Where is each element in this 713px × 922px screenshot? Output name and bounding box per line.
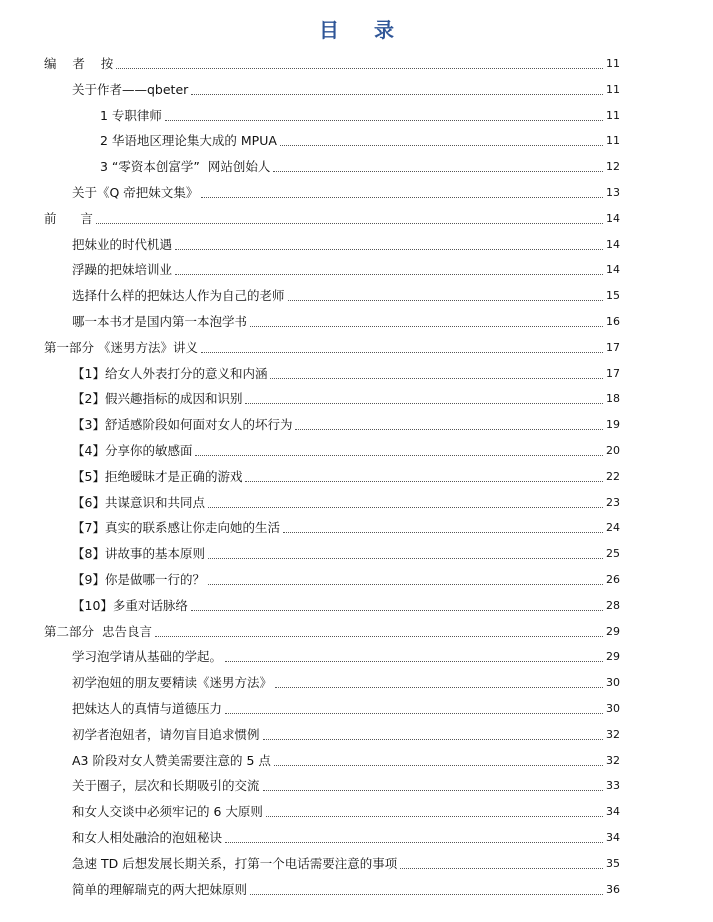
toc-entry[interactable] xyxy=(0,620,713,640)
toc-leader-dots xyxy=(245,480,603,482)
toc-page-number: 12 xyxy=(606,160,620,174)
toc-page-number: 34 xyxy=(606,831,620,844)
toc-entry-title: 第一部分 《迷男方法》讲义 xyxy=(44,339,198,355)
toc-leader-dots xyxy=(165,119,603,121)
toc-entry-title: 【9】你是做哪一行的？ xyxy=(72,572,205,587)
toc-entry-title: 关于圈子，层次和长期吸引的交流 xyxy=(72,778,260,794)
toc-entry-title: 学习泡学请从基础的学起。 xyxy=(72,649,223,665)
toc-entry[interactable] xyxy=(0,181,713,201)
toc-entry-title: 2 华语地区理论集大成的 MPUA xyxy=(100,133,277,149)
toc-leader-dots xyxy=(280,144,603,146)
toc-entry[interactable] xyxy=(0,852,713,872)
toc-leader-dots xyxy=(263,738,603,740)
toc-page-number: 26 xyxy=(606,573,620,586)
toc-entry-title: 1 专职律师 xyxy=(100,107,162,123)
toc-entry-title: 前 言 xyxy=(44,210,93,226)
toc-entry-title: 【6】共谋意识和共同点 xyxy=(72,494,205,510)
toc-page-number: 13 xyxy=(606,186,620,199)
toc-page-number: 23 xyxy=(606,495,620,509)
toc-entry[interactable] xyxy=(0,671,713,691)
toc-leader-dots xyxy=(288,299,603,301)
toc-entry[interactable] xyxy=(0,878,713,898)
toc-page-number: 35 xyxy=(606,856,620,870)
toc-page-number: 15 xyxy=(606,289,620,303)
toc-leader-dots xyxy=(175,248,603,250)
toc-entry-title: 关于作者——qbeter xyxy=(72,81,189,97)
toc-page-number: 32 xyxy=(606,727,620,741)
toc-leader-dots xyxy=(116,67,603,69)
toc-leader-dots xyxy=(270,377,603,379)
toc-page-number: 29 xyxy=(606,624,620,638)
toc-entry[interactable] xyxy=(0,542,713,562)
toc-entry-title: 【3】舒适感阶段如何面对女人的坏行为 xyxy=(72,417,293,433)
toc-page-number: 11 xyxy=(606,134,620,148)
toc-page-number: 14 xyxy=(606,237,620,251)
toc-page-number: 16 xyxy=(606,315,620,328)
toc-page-number: 34 xyxy=(606,805,620,819)
toc-entry-title: A3 阶段对女人赞美需要注意的 5 点 xyxy=(72,752,271,768)
toc-entry[interactable] xyxy=(0,362,713,382)
toc-entry[interactable] xyxy=(0,78,713,98)
toc-leader-dots xyxy=(191,609,603,611)
toc-page-number: 29 xyxy=(606,650,620,664)
toc-leader-dots xyxy=(201,196,603,198)
toc-page-number: 36 xyxy=(606,882,620,896)
toc-leader-dots xyxy=(201,351,603,353)
toc-page-number: 24 xyxy=(606,521,620,535)
toc-entry[interactable] xyxy=(0,723,713,743)
toc-page-number: 30 xyxy=(606,702,620,715)
toc-entry-title: 【7】真实的联系感让你走向她的生活 xyxy=(72,520,280,536)
toc-entry-title: 初学者泡妞者，请勿盲目追求惯例 xyxy=(72,726,260,742)
toc-entry-title: 哪一本书才是国内第一本泡学书 xyxy=(72,314,248,329)
toc-entry[interactable] xyxy=(0,207,713,227)
toc-page-number: 20 xyxy=(606,444,620,457)
toc-entry-title: 和女人相处融洽的泡妞秘诀 xyxy=(72,830,223,845)
toc-entry-title: 和女人交谈中必须牢记的 6 大原则 xyxy=(72,804,263,820)
toc-page-number: 18 xyxy=(606,392,620,406)
toc-entry-title: 【1】给女人外表打分的意义和内涵 xyxy=(72,365,268,381)
toc-leader-dots xyxy=(155,635,603,637)
toc-entry-title: 【4】分享你的敏感面 xyxy=(72,443,193,458)
toc-entry[interactable] xyxy=(0,826,713,846)
toc-leader-dots xyxy=(225,660,603,662)
toc-entry[interactable] xyxy=(0,800,713,820)
toc-entry[interactable] xyxy=(0,310,713,330)
toc-entry-title: 【8】讲故事的基本原则 xyxy=(72,546,205,562)
toc-entry-title: 急速 TD 后想发展长期关系，打第一个电话需要注意的事项 xyxy=(72,855,398,871)
toc-leader-dots xyxy=(225,712,603,714)
toc-entry[interactable] xyxy=(0,749,713,769)
toc-leader-dots xyxy=(208,583,603,585)
toc-entry[interactable] xyxy=(0,387,713,407)
toc-entry-title: 简单的理解瑞克的两大把妹原则 xyxy=(72,881,248,897)
toc-entry[interactable] xyxy=(0,413,713,433)
toc-leader-dots xyxy=(295,428,603,430)
toc-entry-title: 第二部分 忠告良言 xyxy=(44,623,152,639)
toc-page-number: 19 xyxy=(606,418,620,432)
toc-entry-title: 编 者 按 xyxy=(44,56,114,71)
toc-page-number: 11 xyxy=(606,108,620,122)
toc-leader-dots xyxy=(263,789,603,791)
toc-leader-dots xyxy=(266,815,603,817)
toc-entry-title: 浮躁的把妹培训业 xyxy=(72,262,173,278)
toc-entry[interactable] xyxy=(0,129,713,149)
toc-entry-title: 关于《Q 帝把妹文集》 xyxy=(72,185,199,200)
toc-entry-title: 把妹业的时代机遇 xyxy=(72,236,173,252)
toc-entry[interactable] xyxy=(0,491,713,511)
toc-leader-dots xyxy=(195,454,603,456)
toc-page-number: 22 xyxy=(606,469,620,483)
toc-leader-dots xyxy=(250,325,603,327)
toc-entry-title: 把妹达人的真情与道德压力 xyxy=(72,701,223,716)
toc-leader-dots xyxy=(400,867,603,869)
toc-leader-dots xyxy=(208,506,603,508)
toc-page-number: 33 xyxy=(606,779,620,793)
toc-entry[interactable] xyxy=(0,104,713,124)
toc-leader-dots xyxy=(191,93,603,95)
toc-page-number: 11 xyxy=(606,82,620,96)
toc-leader-dots xyxy=(250,893,603,895)
toc-entry[interactable] xyxy=(0,645,713,665)
toc-leader-dots xyxy=(274,764,603,766)
toc-entry-title: 【2】假兴趣指标的成因和识别 xyxy=(72,391,243,407)
toc-page-number: 28 xyxy=(606,598,620,612)
toc-entry[interactable] xyxy=(0,336,713,356)
toc-page-number: 17 xyxy=(606,366,620,380)
toc-entry-title: 【10】多重对话脉络 xyxy=(72,597,188,613)
toc-entry[interactable] xyxy=(0,516,713,536)
toc-page-number: 30 xyxy=(606,676,620,690)
toc-entry[interactable] xyxy=(0,568,713,588)
toc-page-number: 11 xyxy=(606,57,620,70)
toc-page-number: 14 xyxy=(606,263,620,277)
toc-entry-title: 3 “零资本创富学” 网站创始人 xyxy=(100,159,271,175)
toc-leader-dots xyxy=(275,686,603,688)
toc-entry[interactable] xyxy=(0,774,713,794)
toc-entry[interactable] xyxy=(0,155,713,175)
toc-entry[interactable] xyxy=(0,284,713,304)
toc-entry[interactable] xyxy=(0,594,713,614)
toc-page-number: 14 xyxy=(606,211,620,225)
toc-entry-title: 【5】拒绝暧昧才是正确的游戏 xyxy=(72,468,243,484)
toc-entry-title: 选择什么样的把妹达人作为自己的老师 xyxy=(72,288,285,304)
toc-entry[interactable] xyxy=(0,465,713,485)
page-title: 目 录 xyxy=(319,18,408,42)
toc-leader-dots xyxy=(96,222,603,224)
toc-page-number: 17 xyxy=(606,340,620,354)
toc-entry[interactable] xyxy=(0,233,713,253)
toc-leader-dots xyxy=(175,273,603,275)
toc-page-number: 32 xyxy=(606,753,620,767)
toc-leader-dots xyxy=(283,531,603,533)
toc-page-number: 25 xyxy=(606,547,620,561)
toc-leader-dots xyxy=(208,557,603,559)
toc-leader-dots xyxy=(273,170,603,172)
toc-entry[interactable] xyxy=(0,697,713,717)
toc-leader-dots xyxy=(245,402,603,404)
toc-entry-title: 初学泡妞的朋友要精读《迷男方法》 xyxy=(72,675,273,691)
toc-entry[interactable] xyxy=(0,258,713,278)
toc-leader-dots xyxy=(225,841,603,843)
toc-entry[interactable] xyxy=(0,52,713,72)
toc-entry[interactable] xyxy=(0,439,713,459)
